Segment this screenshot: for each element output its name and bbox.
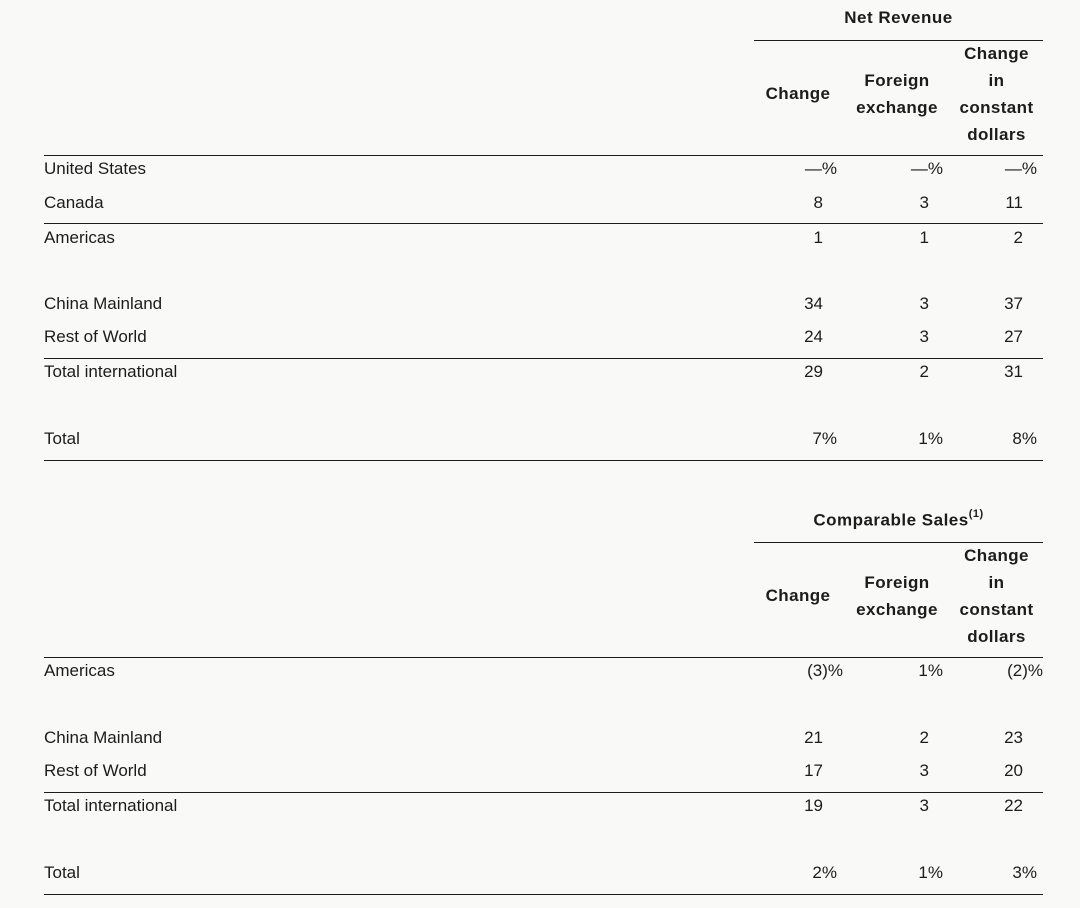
net-revenue-table (44, 0, 1043, 465)
table-row: China Mainland 34 3 37 (44, 294, 1023, 313)
table-row: Americas (3)% 1% (2)% (44, 661, 1043, 680)
table-row: Total international 19 3 22 (44, 796, 1023, 815)
table-row: China Mainland 21 2 23 (44, 728, 1023, 747)
table-row-total: Total 2% 1% 3% (44, 863, 1037, 882)
col-head-change: Change (765, 84, 831, 103)
comparable-sales-title: Comparable Sales$^{(1)}$ (813, 508, 984, 530)
table-row: Americas 1 1 2 (44, 228, 1023, 247)
table-row-total: Total 7% 1% 8% (44, 429, 1037, 448)
table-row: Canada 8 3 11 (44, 193, 1023, 212)
net-revenue-title: Net Revenue (844, 8, 953, 27)
table-row: Rest of World 24 3 27 (44, 327, 1023, 346)
col-head-foreign-exchange: Foreign exchange (856, 71, 938, 117)
col-head-constant-dollars: Change in constant dollars (959, 546, 1034, 646)
table-bottom-rule (44, 460, 1043, 461)
table-row: Rest of World 17 3 20 (44, 761, 1023, 780)
col-head-constant-dollars: Change in constant dollars (959, 44, 1034, 144)
col-head-change: Change (765, 586, 831, 605)
table-row: Total international 29 2 31 (44, 362, 1023, 381)
comparable-sales-table (44, 500, 1043, 900)
table-row: United States —% —% —% (44, 159, 1037, 178)
col-head-foreign-exchange: Foreign exchange (856, 573, 938, 619)
table-bottom-rule (44, 894, 1043, 895)
